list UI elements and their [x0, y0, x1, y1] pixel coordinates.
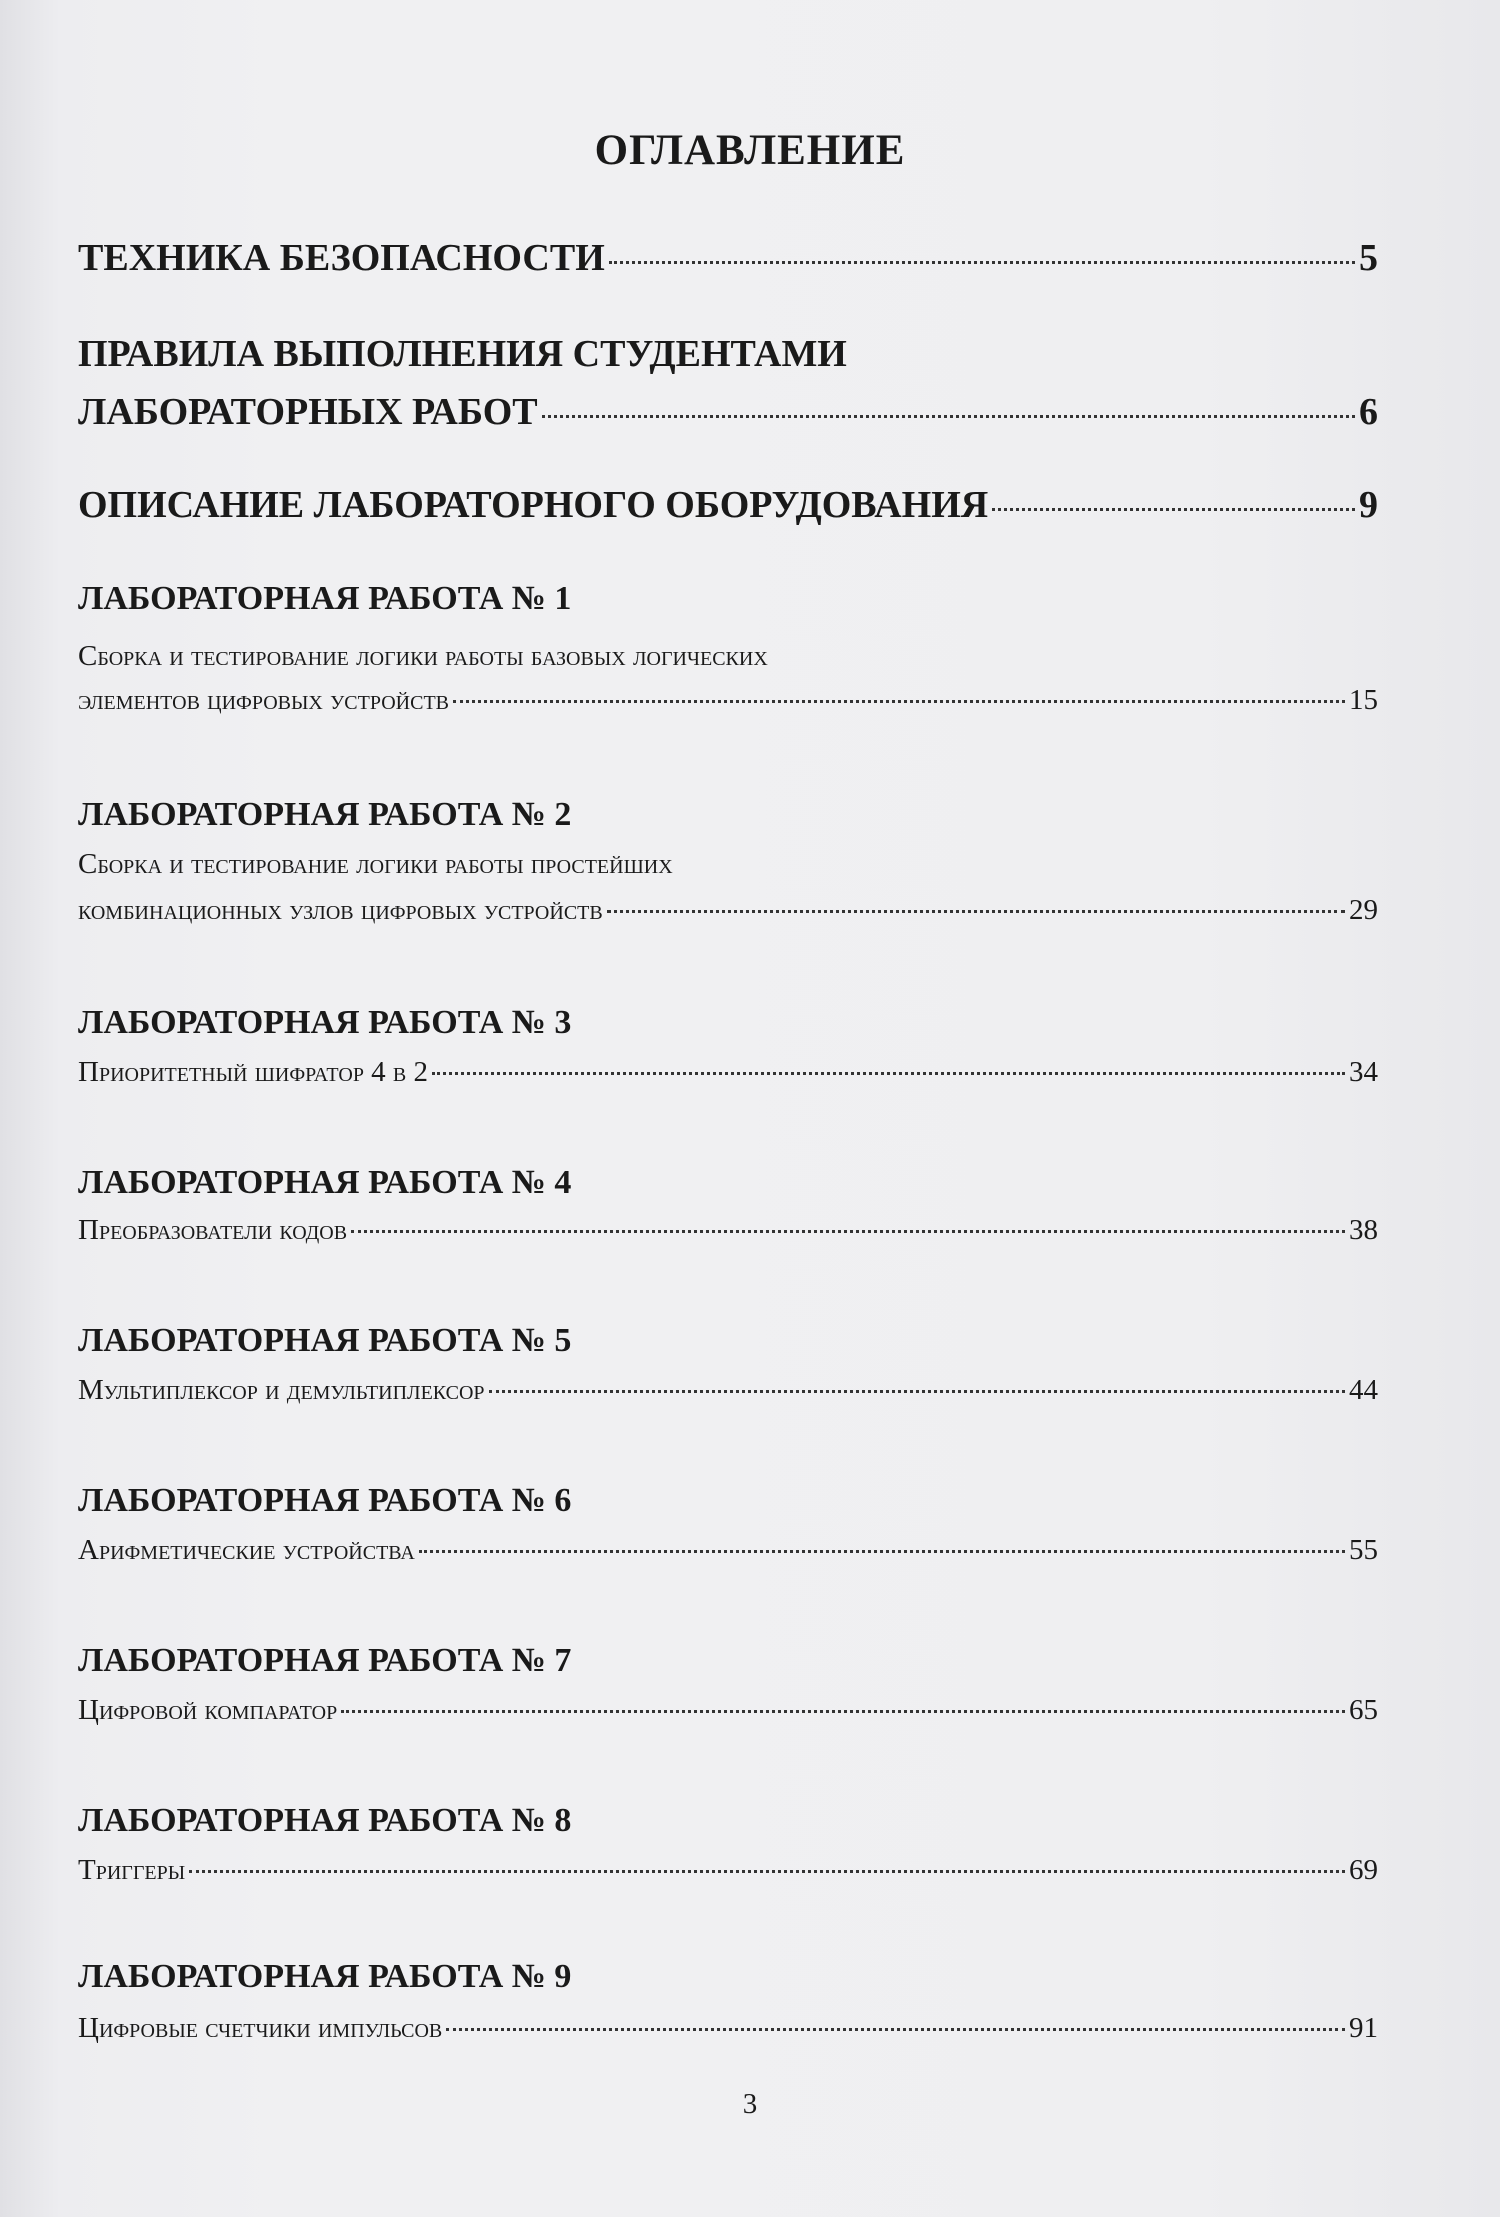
toc-page-number: 44: [1349, 1374, 1378, 1406]
toc-entry-text: Триггеры: [78, 1854, 186, 1886]
toc-entry-text: Приоритетный шифратор 4 в 2: [78, 1056, 429, 1088]
toc-entry-text: комбинационных узлов цифровых устройств: [78, 894, 603, 926]
dot-leader: [341, 1710, 1345, 1713]
toc-page-number: 15: [1349, 684, 1378, 716]
toc-entry-text: ОПИСАНИЕ ЛАБОРАТОРНОГО ОБОРУДОВАНИЯ: [78, 484, 989, 526]
toc-entry-text: Цифровые счетчики импульсов: [78, 2012, 443, 2044]
toc-lab1-line1: Сборка и тестирование логики работы базовых логических: [78, 640, 768, 672]
toc-title: ОГЛАВЛЕНИЕ: [594, 127, 906, 174]
toc-lab4-heading: ЛАБОРАТОРНАЯ РАБОТА № 4: [78, 1164, 572, 1201]
toc-entry-lab4: [78, 1214, 1378, 1247]
toc-page-number: 5: [1359, 237, 1378, 279]
toc-lab1-heading: ЛАБОРАТОРНАЯ РАБОТА № 1: [78, 580, 572, 617]
toc-entry-lab9: [78, 2012, 1378, 2045]
toc-page-number: 91: [1349, 2012, 1378, 2044]
dot-leader: [432, 1072, 1345, 1075]
toc-lab6-heading: ЛАБОРАТОРНАЯ РАБОТА № 6: [78, 1482, 572, 1519]
toc-entry-lab1: [78, 684, 1378, 717]
dot-leader: [446, 2028, 1345, 2031]
toc-entry-text: ТЕХНИКА БЕЗОПАСНОСТИ: [78, 237, 605, 279]
toc-page-number: 6: [1359, 391, 1378, 433]
toc-entry-equipment: [78, 483, 1378, 527]
toc-lab5-heading: ЛАБОРАТОРНАЯ РАБОТА № 5: [78, 1322, 572, 1359]
toc-entry-lab3: [78, 1056, 1378, 1089]
toc-page-number: 69: [1349, 1854, 1378, 1886]
toc-entry-safety: [78, 236, 1378, 280]
toc-page-number: 34: [1349, 1056, 1378, 1088]
dot-leader: [351, 1230, 1345, 1233]
toc-entry-lab8: [78, 1854, 1378, 1887]
toc-page-number: 65: [1349, 1694, 1378, 1726]
toc-entry-rules-line1: ПРАВИЛА ВЫПОЛНЕНИЯ СТУДЕНТАМИ: [78, 333, 847, 375]
toc-lab2-heading: ЛАБОРАТОРНАЯ РАБОТА № 2: [78, 796, 572, 833]
toc-entry-text: элементов цифровых устройств: [78, 684, 449, 716]
dot-leader: [607, 910, 1345, 913]
toc-entry-lab2: [78, 894, 1378, 927]
toc-entry-text: Арифметические устройства: [78, 1534, 415, 1566]
toc-page-number: 38: [1349, 1214, 1378, 1246]
toc-page-number: 55: [1349, 1534, 1378, 1566]
toc-entry-text: Преобразователи кодов: [78, 1214, 348, 1246]
toc-entry-lab7: [78, 1694, 1378, 1727]
dot-leader: [992, 508, 1355, 511]
dot-leader: [609, 261, 1355, 264]
toc-lab3-heading: ЛАБОРАТОРНАЯ РАБОТА № 3: [78, 1004, 572, 1041]
toc-entry-text: Мультиплексор и демультиплексор: [78, 1374, 485, 1406]
toc-entry-rules: [78, 390, 1378, 434]
toc-lab9-heading: ЛАБОРАТОРНАЯ РАБОТА № 9: [78, 1958, 572, 1995]
toc-lab8-heading: ЛАБОРАТОРНАЯ РАБОТА № 8: [78, 1802, 572, 1839]
toc-entry-text: ЛАБОРАТОРНЫХ РАБОТ: [78, 391, 538, 433]
dot-leader: [189, 1870, 1345, 1873]
toc-entry-lab6: [78, 1534, 1378, 1567]
dot-leader: [419, 1550, 1345, 1553]
toc-entry-text: Цифровой компаратор: [78, 1694, 338, 1726]
dot-leader: [542, 415, 1355, 418]
toc-lab2-line1: Сборка и тестирование логики работы простейших: [78, 848, 673, 880]
toc-lab7-heading: ЛАБОРАТОРНАЯ РАБОТА № 7: [78, 1642, 572, 1679]
toc-entry-lab5: [78, 1374, 1378, 1407]
toc-page-number: 9: [1359, 484, 1378, 526]
toc-page-number: 29: [1349, 894, 1378, 926]
dot-leader: [453, 700, 1345, 703]
page-number: 3: [742, 2088, 758, 2120]
dot-leader: [489, 1390, 1345, 1393]
